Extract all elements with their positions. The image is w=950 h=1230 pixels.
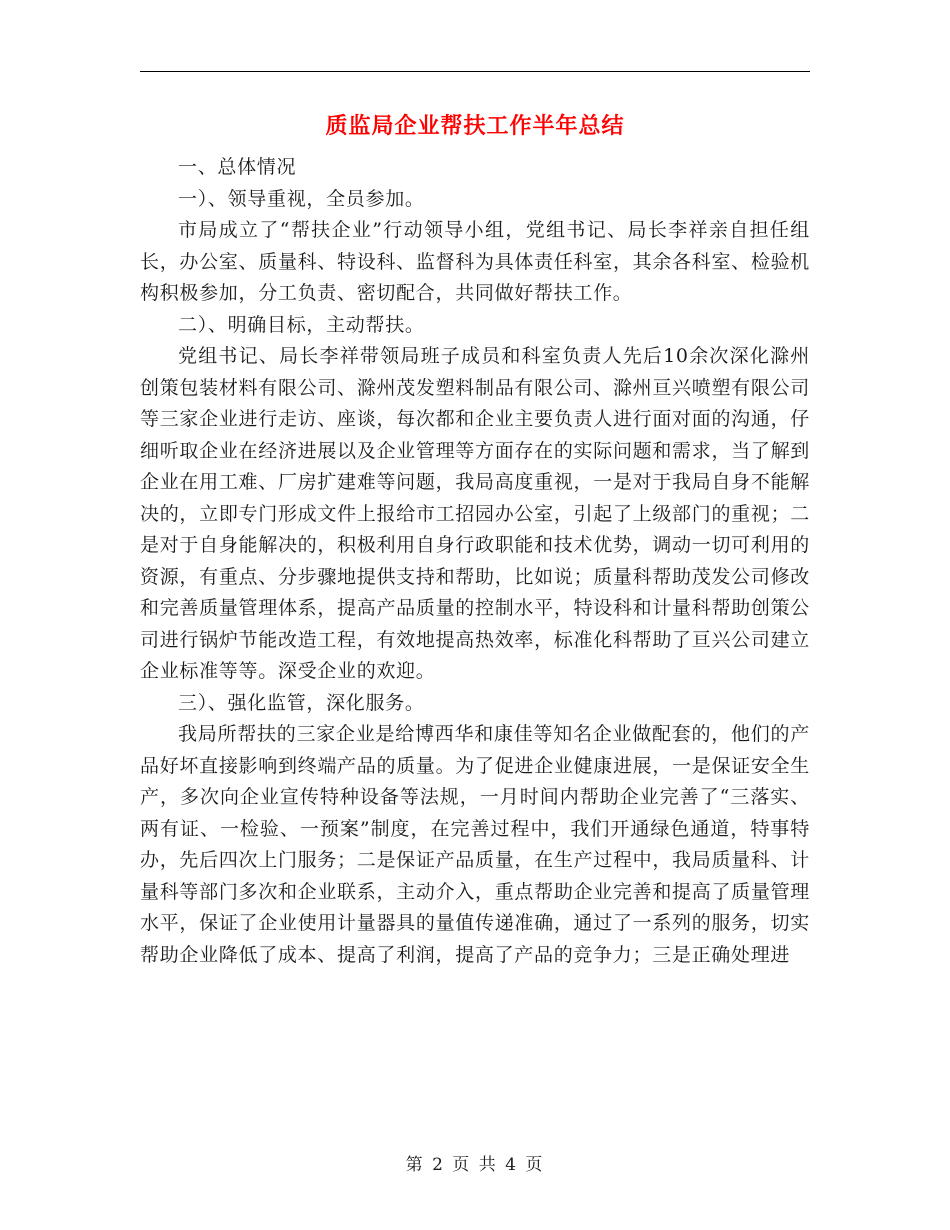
subheading-supervision: 三）、强化监管，深化服务。 <box>178 691 425 714</box>
subheading-leadership: 一）、领导重视，全员参加。 <box>178 187 425 210</box>
header-rule <box>140 71 810 72</box>
paragraph-goals: 党组书记、局长李祥带领局班子成员和科室负责人先后10余次深化滁州创策包装材料有限公司、滁州茂发塑料制品有限公司、滁州亘兴喷塑有限公司等三家企业进行走访、座谈，每次都和企业主要负责人进行面对面的沟通，仔细听取企业在经济进展以及企业管理等方面存在的实际问题和需求，当了解到企业在用工难、厂房扩建难等问题，我局高度重视，一是对于我局自身不能解决的，立即专门形成文件上报给市工招园办公室，引起了上级部门的重视；二是对于自身能解决的，积极利用自身行政职能和技术优势，调动一切可利用的资源，有重点、分步骤地提供支持和帮助，比如说；质量科帮助茂发公司修改和完善质量管理体系，提高产品质量的控制水平，特设科和计量科帮助创策公司进行锅炉节能改造工程，有效地提高热效率，标准化科帮助了亘兴公司建立企业标准等等。深受企业的欢迎。 <box>140 345 810 682</box>
paragraph-supervision: 我局所帮扶的三家企业是给博西华和康佳等知名企业做配套的，他们的产品好坏直接影响到终端产品的质量。为了促进企业健康进展，一是保证安全生产，多次向企业宣传特种设备等法规，一月时间内帮助企业完善了“三落实、两有证、一检验、一预案”制度，在完善过程中，我们开通绿色通道，特事特办，先后四次上门服务；二是保证产品质量，在生产过程中，我局质量科、计量科等部门多次和企业联系，主动介入，重点帮助企业完善和提高了质量管理水平，保证了企业使用计量器具的量值传递准确，通过了一系列的服务，切实帮助企业降低了成本、提高了利润，提高了产品的竞争力；三是正确处理进 <box>140 723 810 966</box>
paragraph-leadership: 市局成立了“帮扶企业”行动领导小组，党组书记、局长李祥亲自担任组长，办公室、质量科、特设科、监督科为具体责任科室，其余各科室、检验机构积极参加，分工负责、密切配合，共同做好帮扶工作。 <box>140 219 810 304</box>
page-number: 第 2 页 共 4 页 <box>405 1155 545 1175</box>
section-heading-overview: 一、总体情况 <box>178 156 297 178</box>
subheading-goals: 二）、明确目标，主动帮扶。 <box>178 313 425 336</box>
document-title: 质监局企业帮扶工作半年总结 <box>325 113 625 139</box>
document-body <box>140 152 810 971</box>
